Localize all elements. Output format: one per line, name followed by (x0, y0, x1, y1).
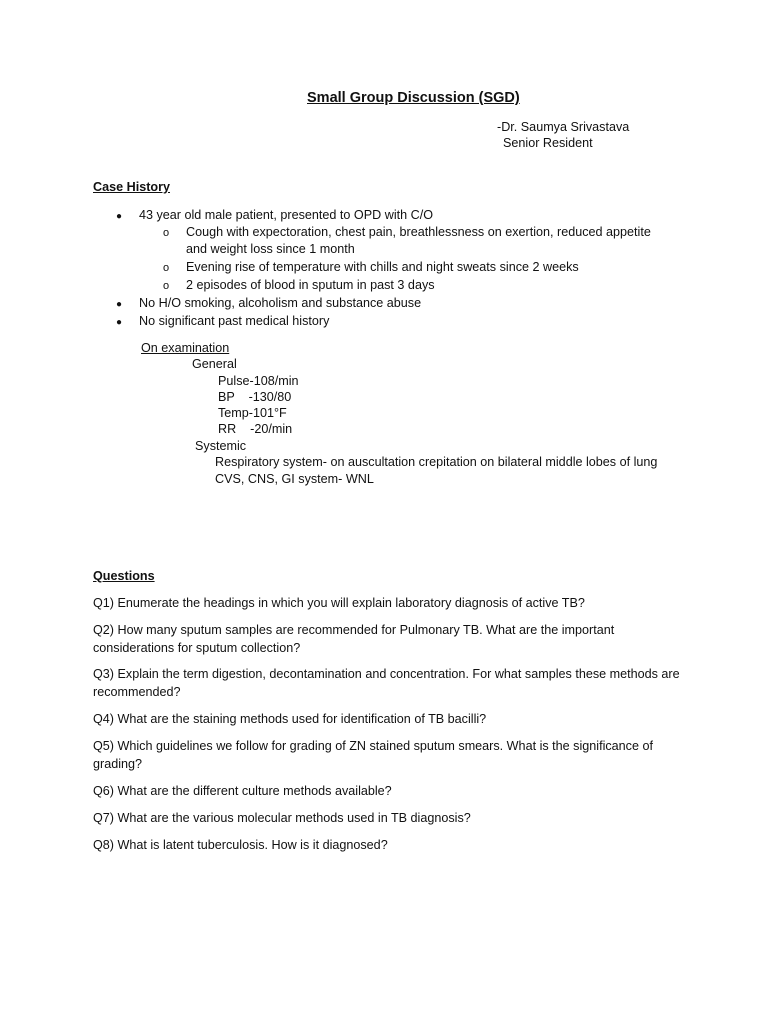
case-bullet-2: No H/O smoking, alcoholism and substance abuse (139, 296, 422, 310)
case-sub-item-1-cont: and weight loss since 1 month (186, 242, 355, 256)
case-sub-item-1: Cough with expectoration, chest pain, breathlessness on exertion, reduced appetite (186, 225, 651, 239)
sub-bullet-icon: o (163, 262, 170, 274)
case-history-heading: Case History (93, 180, 170, 194)
case-bullet-1: 43 year old male patient, presented to OPD with C/O (139, 208, 434, 222)
questions-heading: Questions (93, 569, 155, 583)
systemic-other: CVS, CNS, GI system- WNL (215, 472, 374, 486)
author-name: -Dr. Saumya Srivastava (497, 120, 630, 134)
question-item: Q5) Which guidelines we follow for grading of ZN stained sputum smears. What is the significance of grading? (93, 739, 653, 771)
bullet-icon: ● (116, 299, 123, 310)
bullet-icon: ● (116, 317, 123, 328)
bullet-icon: ● (116, 211, 123, 222)
vital-temp: Temp-101°F (218, 406, 287, 420)
vital-pulse: Pulse-108/min (218, 374, 299, 388)
case-sub-item-3: 2 episodes of blood in sputum in past 3 days (186, 278, 435, 292)
case-sub-item-2: Evening rise of temperature with chills and night sweats since 2 weeks (186, 260, 579, 274)
question-item: Q1) Enumerate the headings in which you will explain laboratory diagnosis of active TB? (93, 596, 585, 610)
sub-bullet-icon: o (163, 280, 170, 292)
author-designation: Senior Resident (503, 136, 593, 150)
question-item: Q3) Explain the term digestion, decontamination and concentration. For what samples these methods are recommended? (93, 667, 680, 699)
sub-bullet-icon: o (163, 227, 170, 239)
case-bullet-3: No significant past medical history (139, 314, 330, 328)
question-item: Q4) What are the staining methods used for identification of TB bacilli? (93, 712, 487, 726)
question-item: Q8) What is latent tuberculosis. How is it diagnosed? (93, 838, 388, 852)
question-item: Q6) What are the different culture methods available? (93, 784, 392, 798)
systemic-label: Systemic (195, 439, 247, 453)
page-title: Small Group Discussion (SGD) (307, 90, 520, 106)
vital-bp: BP -130/80 (218, 390, 292, 404)
examination-heading: On examination (141, 341, 230, 355)
vital-rr: RR -20/min (218, 422, 293, 436)
question-item: Q2) How many sputum samples are recommended for Pulmonary TB. What are the important considerations for sputum collection? (93, 623, 615, 655)
question-item: Q7) What are the various molecular methods used in TB diagnosis? (93, 811, 471, 825)
systemic-respiratory: Respiratory system- on auscultation crepitation on bilateral middle lobes of lung (215, 455, 658, 469)
general-label: General (192, 357, 237, 371)
